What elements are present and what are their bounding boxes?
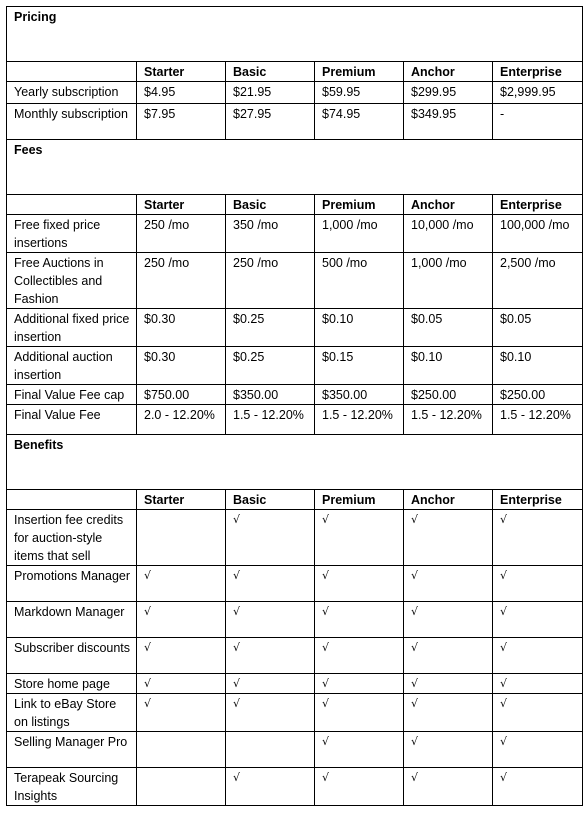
table-row (7, 347, 583, 385)
table-cell: 250 /mo (226, 253, 315, 309)
table-cell (137, 510, 226, 566)
table-row (7, 732, 583, 768)
table-cell: √ (137, 566, 226, 602)
table-cell: √ (315, 694, 404, 732)
table-cell: $2,999.95 (493, 82, 583, 104)
pricing-section-title: Pricing (7, 7, 583, 62)
table-cell: $59.95 (315, 82, 404, 104)
table-cell: $0.25 (226, 309, 315, 347)
benefits-section-row (7, 435, 583, 490)
benefits-column-header: Premium (315, 490, 404, 510)
table-cell: √ (404, 510, 493, 566)
fees-section-row (7, 140, 583, 195)
benefits-column-header: Enterprise (493, 490, 583, 510)
table-cell: 1.5 - 12.20% (315, 405, 404, 435)
row-label: Monthly subscription (7, 104, 137, 140)
table-cell: 500 /mo (315, 253, 404, 309)
table-cell: $4.95 (137, 82, 226, 104)
table-cell: - (493, 104, 583, 140)
pricing-column-header: Anchor (404, 62, 493, 82)
table-cell: $0.10 (404, 347, 493, 385)
table-cell (226, 732, 315, 768)
table-cell: 2.0 - 12.20% (137, 405, 226, 435)
table-cell: √ (315, 768, 404, 806)
row-label: Final Value Fee (7, 405, 137, 435)
table-cell: 1.5 - 12.20% (404, 405, 493, 435)
table-cell: $0.10 (315, 309, 404, 347)
table-cell: √ (404, 694, 493, 732)
table-cell: √ (137, 602, 226, 638)
table-cell: √ (493, 638, 583, 674)
fees-column-header: Starter (137, 195, 226, 215)
row-label: Insertion fee credits for auction-style items that sell (7, 510, 137, 566)
table-cell: √ (404, 602, 493, 638)
table-row (7, 566, 583, 602)
table-cell: √ (315, 638, 404, 674)
row-label: Markdown Manager (7, 602, 137, 638)
pricing-column-header: Basic (226, 62, 315, 82)
table-cell: 100,000 /mo (493, 215, 583, 253)
row-label: Selling Manager Pro (7, 732, 137, 768)
table-cell: $74.95 (315, 104, 404, 140)
table-cell: $0.30 (137, 347, 226, 385)
table-cell: √ (404, 674, 493, 694)
row-label: Yearly subscription (7, 82, 137, 104)
benefits-column-header: Basic (226, 490, 315, 510)
table-cell: √ (315, 732, 404, 768)
table-cell: √ (404, 768, 493, 806)
table-row (7, 694, 583, 732)
table-row (7, 405, 583, 435)
table-cell: 1,000 /mo (404, 253, 493, 309)
table-cell: $750.00 (137, 385, 226, 405)
table-row (7, 253, 583, 309)
pricing-column-header: Premium (315, 62, 404, 82)
table-cell: √ (493, 694, 583, 732)
table-cell: √ (315, 602, 404, 638)
table-cell: $27.95 (226, 104, 315, 140)
table-cell: $350.00 (315, 385, 404, 405)
table-cell: $0.10 (493, 347, 583, 385)
table-cell: √ (226, 674, 315, 694)
table-cell: $0.25 (226, 347, 315, 385)
table-cell: 2,500 /mo (493, 253, 583, 309)
table-cell: $350.00 (226, 385, 315, 405)
table-row (7, 768, 583, 806)
fees-header-row (7, 195, 583, 215)
row-label: Terapeak Sourcing Insights (7, 768, 137, 806)
table-cell: √ (315, 566, 404, 602)
table-cell (137, 768, 226, 806)
table-cell: √ (493, 768, 583, 806)
row-label: Final Value Fee cap (7, 385, 137, 405)
table-cell: √ (493, 674, 583, 694)
table-cell: 1,000 /mo (315, 215, 404, 253)
benefits-column-header (7, 490, 137, 510)
table-row (7, 309, 583, 347)
table-cell: √ (137, 638, 226, 674)
row-label: Free fixed price insertions (7, 215, 137, 253)
table-cell: √ (493, 566, 583, 602)
table-cell: $349.95 (404, 104, 493, 140)
fees-section-title: Fees (7, 140, 583, 195)
table-cell: √ (493, 602, 583, 638)
table-cell: √ (315, 674, 404, 694)
pricing-header-row (7, 62, 583, 82)
table-cell: $0.30 (137, 309, 226, 347)
table-cell: √ (226, 638, 315, 674)
fees-column-header: Premium (315, 195, 404, 215)
row-label: Additional auction insertion (7, 347, 137, 385)
benefits-column-header: Anchor (404, 490, 493, 510)
table-cell: $21.95 (226, 82, 315, 104)
pricing-column-header (7, 62, 137, 82)
row-label: Free Auctions in Collectibles and Fashion (7, 253, 137, 309)
table-row (7, 104, 583, 140)
table-cell: 1.5 - 12.20% (226, 405, 315, 435)
table-cell: √ (137, 674, 226, 694)
table-cell: √ (226, 694, 315, 732)
row-label: Subscriber discounts (7, 638, 137, 674)
table-cell: $0.05 (493, 309, 583, 347)
pricing-section-row (7, 7, 583, 62)
table-cell: $299.95 (404, 82, 493, 104)
table-cell: 250 /mo (137, 215, 226, 253)
fees-column-header: Basic (226, 195, 315, 215)
table-cell (137, 732, 226, 768)
table-cell: √ (493, 510, 583, 566)
pricing-table-body (7, 7, 583, 806)
table-cell: √ (137, 694, 226, 732)
pricing-table (6, 6, 583, 806)
table-cell: √ (226, 510, 315, 566)
pricing-column-header: Enterprise (493, 62, 583, 82)
table-cell: $250.00 (404, 385, 493, 405)
benefits-header-row (7, 490, 583, 510)
table-cell: $7.95 (137, 104, 226, 140)
table-cell: $0.15 (315, 347, 404, 385)
table-cell: $0.05 (404, 309, 493, 347)
table-cell: 250 /mo (137, 253, 226, 309)
pricing-column-header: Starter (137, 62, 226, 82)
fees-column-header (7, 195, 137, 215)
table-cell: √ (226, 602, 315, 638)
table-cell: √ (404, 732, 493, 768)
fees-column-header: Anchor (404, 195, 493, 215)
table-cell: √ (493, 732, 583, 768)
table-row (7, 385, 583, 405)
row-label: Additional fixed price insertion (7, 309, 137, 347)
table-cell: 350 /mo (226, 215, 315, 253)
table-cell: 1.5 - 12.20% (493, 405, 583, 435)
fees-column-header: Enterprise (493, 195, 583, 215)
table-cell: √ (404, 638, 493, 674)
table-row (7, 674, 583, 694)
table-cell: √ (315, 510, 404, 566)
table-row (7, 510, 583, 566)
row-label: Store home page (7, 674, 137, 694)
table-cell: √ (226, 566, 315, 602)
table-row (7, 215, 583, 253)
table-row (7, 602, 583, 638)
table-row (7, 82, 583, 104)
row-label: Promotions Manager (7, 566, 137, 602)
table-cell: 10,000 /mo (404, 215, 493, 253)
table-row (7, 638, 583, 674)
row-label: Link to eBay Store on listings (7, 694, 137, 732)
table-cell: √ (404, 566, 493, 602)
benefits-section-title: Benefits (7, 435, 583, 490)
benefits-column-header: Starter (137, 490, 226, 510)
table-cell: √ (226, 768, 315, 806)
table-cell: $250.00 (493, 385, 583, 405)
